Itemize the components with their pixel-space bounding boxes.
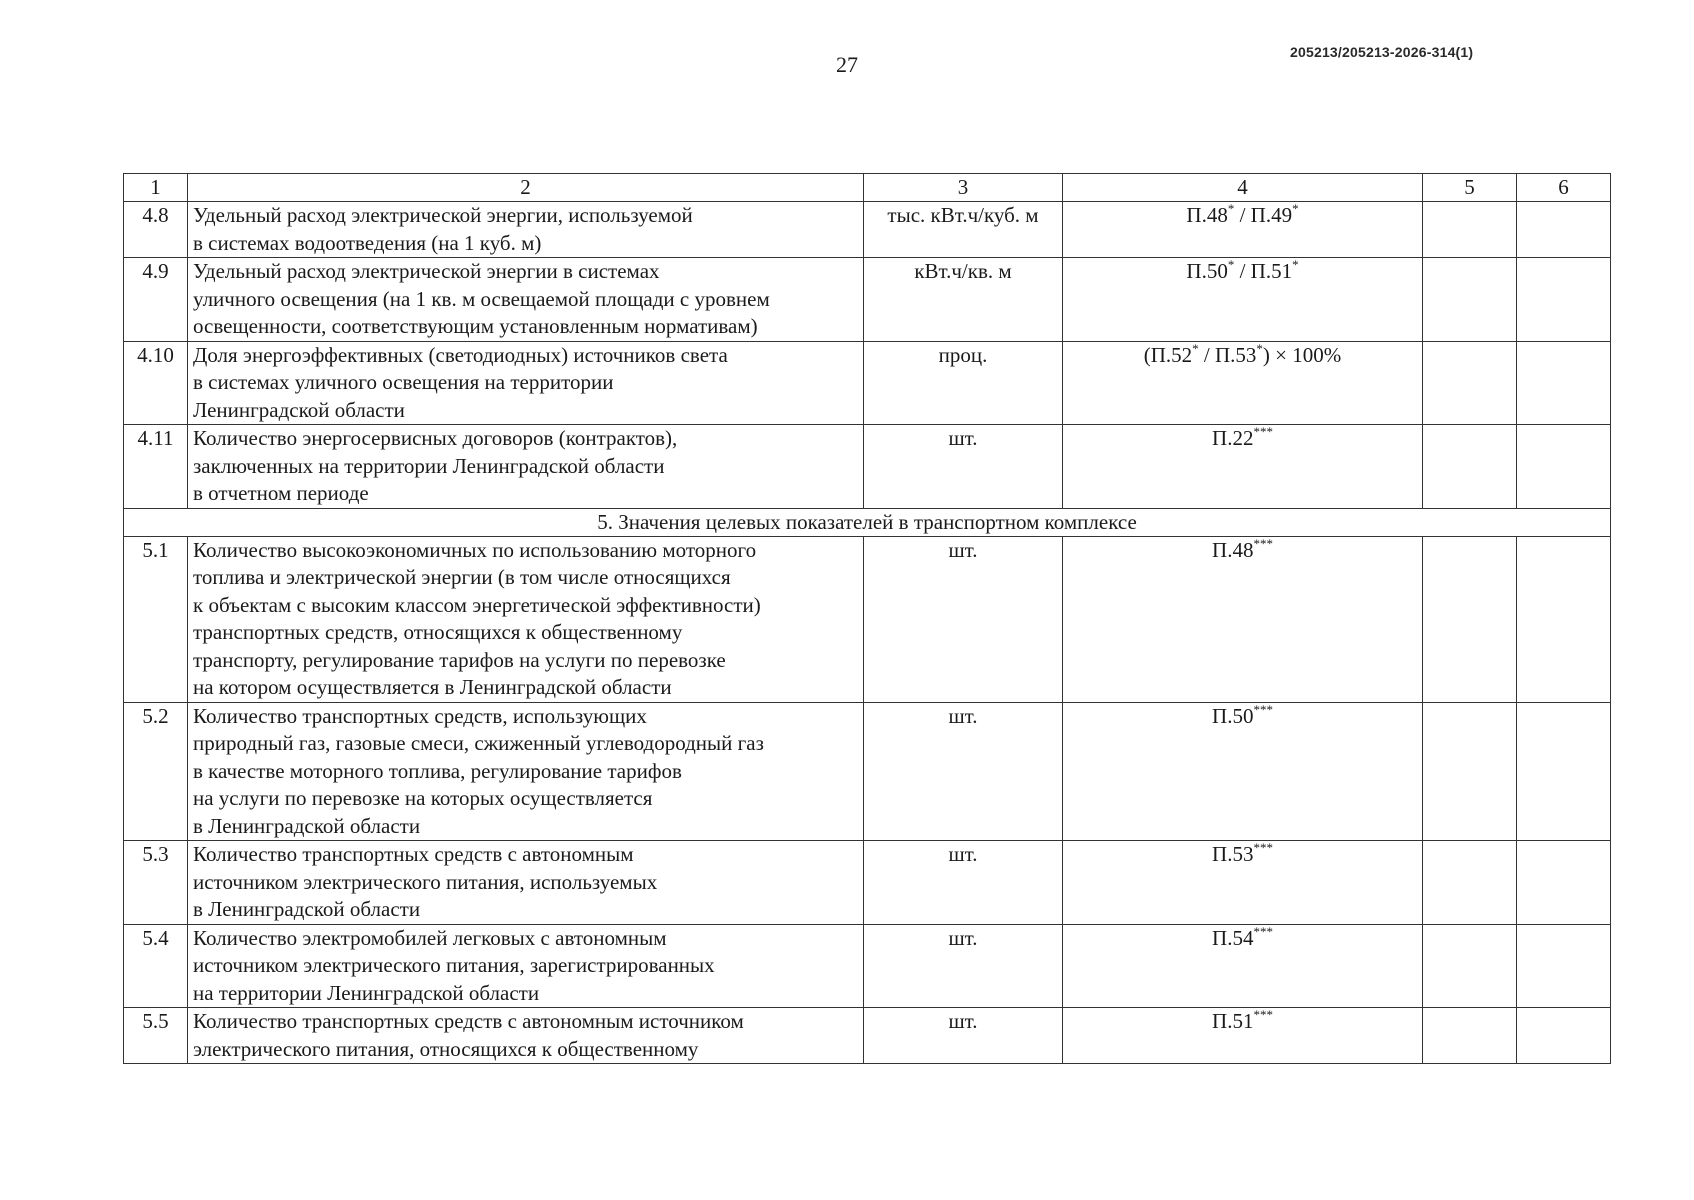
indicator-name-line: транспорту, регулирование тарифов на услуги по перевозке — [193, 647, 726, 672]
indicator-name-line: электрического питания, относящихся к общественному — [193, 1036, 699, 1061]
indicator-name — [188, 536, 864, 702]
formula-term-a: П.48 — [1212, 537, 1254, 562]
formula-text — [1212, 704, 1273, 728]
formula-text — [1212, 1009, 1273, 1033]
indicator-name-line: Количество транспортных средств с автономным — [193, 842, 634, 866]
formula-term-a: П.52 — [1150, 342, 1193, 367]
page-number: 27 — [836, 52, 858, 77]
document-id: 205213/205213-2026-314(1) — [1290, 44, 1474, 60]
value-cell-6 — [1517, 425, 1611, 509]
table-row — [124, 202, 1611, 258]
formula-separator: / — [1234, 259, 1251, 283]
value-cell-6 — [1517, 841, 1611, 925]
indicator-name-line: уличного освещения (на 1 кв. м освещаемой площади с уровнем — [193, 286, 770, 311]
indicator-name-line: природный газ, газовые смеси, сжиженный углеводородный газ — [193, 731, 764, 755]
indicator-name-line: источником электрического питания, используемых — [193, 869, 658, 894]
row-number: 4.10 — [124, 341, 188, 425]
value-cell-5 — [1423, 841, 1517, 925]
value-cell-5 — [1423, 425, 1517, 509]
value-cell-6 — [1517, 258, 1611, 342]
table-row — [124, 536, 1611, 702]
indicator-name-line: к объектам с высоким классом энергетической эффективности) — [193, 592, 761, 617]
indicator-name — [188, 702, 864, 841]
indicator-name-line: Удельный расход электрической энергии в системах — [193, 259, 660, 283]
header-col-1: 1 — [124, 174, 188, 202]
footnote-mark: * — [1227, 201, 1235, 216]
indicator-name-line: в системах уличного освещения на территории — [193, 370, 614, 394]
footnote-mark: *** — [1253, 840, 1273, 855]
unit-cell: шт. — [864, 1008, 1063, 1064]
formula-cell — [1063, 702, 1423, 841]
row-number: 4.11 — [124, 425, 188, 509]
indicator-name — [188, 202, 864, 258]
row-number: 4.8 — [124, 202, 188, 258]
unit-cell: шт. — [864, 702, 1063, 841]
indicator-name-line: на котором осуществляется в Ленинградской области — [193, 675, 672, 699]
formula-term-b: П.53 — [1215, 342, 1257, 367]
unit-cell: шт. — [864, 425, 1063, 509]
footnote-mark: * — [1192, 341, 1199, 356]
row-number: 5.4 — [124, 924, 188, 1008]
section-row — [124, 508, 1611, 536]
value-cell-5 — [1423, 202, 1517, 258]
indicator-name-line: в отчетном периоде — [193, 481, 369, 505]
indicator-name-line: Количество электромобилей легковых с автономным — [193, 925, 667, 950]
indicator-name-line: в системах водоотведения (на 1 куб. м) — [193, 230, 542, 255]
row-number: 5.3 — [124, 841, 188, 925]
indicator-name-line: Количество высокоэкономичных по использованию моторного — [193, 537, 757, 562]
row-number: 5.2 — [124, 702, 188, 841]
value-cell-5 — [1423, 1008, 1517, 1064]
value-cell-5 — [1423, 702, 1517, 841]
formula-text — [1212, 426, 1273, 450]
indicator-name-line: Количество энергосервисных договоров (контрактов), — [193, 426, 678, 450]
formula-separator: / — [1234, 203, 1251, 227]
table-row — [124, 341, 1611, 425]
indicators-table — [123, 173, 1611, 1064]
indicator-name-line: в Ленинградской области — [193, 813, 421, 838]
value-cell-6 — [1517, 702, 1611, 841]
formula-cell — [1063, 841, 1423, 925]
formula-term-b: П.49 — [1250, 203, 1293, 227]
formula-term-b: П.51 — [1250, 259, 1293, 283]
indicator-name — [188, 425, 864, 509]
row-number: 4.9 — [124, 258, 188, 342]
formula-text — [1212, 926, 1273, 950]
table-row — [124, 702, 1611, 841]
unit-cell: проц. — [864, 341, 1063, 425]
indicator-name-line: в Ленинградской области — [193, 897, 421, 921]
table-header-row — [124, 174, 1611, 202]
value-cell-6 — [1517, 924, 1611, 1008]
formula-cell — [1063, 425, 1423, 509]
formula-text — [1144, 343, 1342, 367]
formula-cell — [1063, 258, 1423, 342]
value-cell-6 — [1517, 1008, 1611, 1064]
value-cell-5 — [1423, 536, 1517, 702]
value-cell-6 — [1517, 341, 1611, 425]
indicator-name-line: Количество транспортных средств с автономным источником — [193, 1009, 744, 1033]
indicator-name — [188, 341, 864, 425]
table-row — [124, 425, 1611, 509]
formula-text — [1186, 259, 1298, 283]
row-number: 5.1 — [124, 536, 188, 702]
footnote-mark: * — [1227, 257, 1235, 272]
value-cell-6 — [1517, 202, 1611, 258]
section-title: 5. Значения целевых показателей в транспортном комплексе — [124, 508, 1611, 536]
indicator-name-line: транспортных средств, относящихся к общественному — [193, 620, 683, 644]
indicator-name-line: на услуги по перевозке на которых осуществляется — [193, 786, 653, 810]
footnote-mark: * — [1292, 257, 1299, 272]
indicator-name — [188, 924, 864, 1008]
indicator-name-line: Ленинградской области — [193, 397, 405, 422]
table-row — [124, 258, 1611, 342]
footnote-mark: *** — [1253, 424, 1273, 439]
formula-cell — [1063, 341, 1423, 425]
formula-cell — [1063, 536, 1423, 702]
table-row — [124, 1008, 1611, 1064]
indicator-name-line: Удельный расход электрической энергии, используемой — [193, 203, 693, 227]
formula-text — [1186, 203, 1298, 227]
formula-suffix: ) × 100% — [1262, 342, 1342, 367]
value-cell-5 — [1423, 924, 1517, 1008]
header-col-4: 4 — [1063, 174, 1423, 202]
indicator-name — [188, 258, 864, 342]
footnote-mark: *** — [1253, 1007, 1273, 1022]
indicator-name-line: топлива и электрической энергии (в том числе относящихся — [193, 565, 731, 589]
value-cell-5 — [1423, 341, 1517, 425]
indicator-name-line: источником электрического питания, зарегистрированных — [193, 953, 715, 977]
unit-cell: шт. — [864, 536, 1063, 702]
footnote-mark: *** — [1253, 536, 1273, 551]
footnote-mark: * — [1256, 341, 1263, 356]
indicator-name-line: Количество транспортных средств, использующих — [193, 703, 647, 728]
formula-term-a: П.22 — [1212, 426, 1254, 450]
indicator-name-line: заключенных на территории Ленинградской области — [193, 453, 665, 478]
indicator-name-line: в качестве моторного топлива, регулирование тарифов — [193, 758, 682, 783]
footnote-mark: *** — [1253, 924, 1273, 939]
value-cell-5 — [1423, 258, 1517, 342]
indicator-name — [188, 1008, 864, 1064]
header-col-6: 6 — [1517, 174, 1611, 202]
unit-cell: шт. — [864, 841, 1063, 925]
formula-cell — [1063, 924, 1423, 1008]
formula-cell — [1063, 1008, 1423, 1064]
footnote-mark: *** — [1253, 702, 1273, 717]
indicator-name-line: освещенности, соответствующим установленным нормативам) — [193, 314, 758, 338]
formula-text — [1212, 538, 1273, 562]
formula-text — [1212, 842, 1273, 866]
footnote-mark: * — [1292, 201, 1299, 216]
header-col-2: 2 — [188, 174, 864, 202]
formula-separator: / — [1198, 342, 1215, 367]
unit-cell: шт. — [864, 924, 1063, 1008]
table-row — [124, 924, 1611, 1008]
table-row — [124, 841, 1611, 925]
unit-cell: тыс. кВт.ч/куб. м — [864, 202, 1063, 258]
formula-prefix: ( — [1143, 342, 1151, 367]
indicator-name-line: Доля энергоэффективных (светодиодных) источников света — [193, 342, 728, 367]
unit-cell: кВт.ч/кв. м — [864, 258, 1063, 342]
formula-cell — [1063, 202, 1423, 258]
indicator-name — [188, 841, 864, 925]
formula-term-a: П.54 — [1212, 925, 1254, 950]
header-col-3: 3 — [864, 174, 1063, 202]
header-col-5: 5 — [1423, 174, 1517, 202]
row-number: 5.5 — [124, 1008, 188, 1064]
formula-term-a: П.51 — [1212, 1009, 1254, 1033]
formula-term-a: П.48 — [1186, 203, 1228, 227]
formula-term-a: П.53 — [1212, 842, 1254, 866]
formula-term-a: П.50 — [1212, 703, 1254, 728]
formula-term-a: П.50 — [1186, 259, 1228, 283]
indicator-name-line: на территории Ленинградской области — [193, 980, 540, 1005]
value-cell-6 — [1517, 536, 1611, 702]
